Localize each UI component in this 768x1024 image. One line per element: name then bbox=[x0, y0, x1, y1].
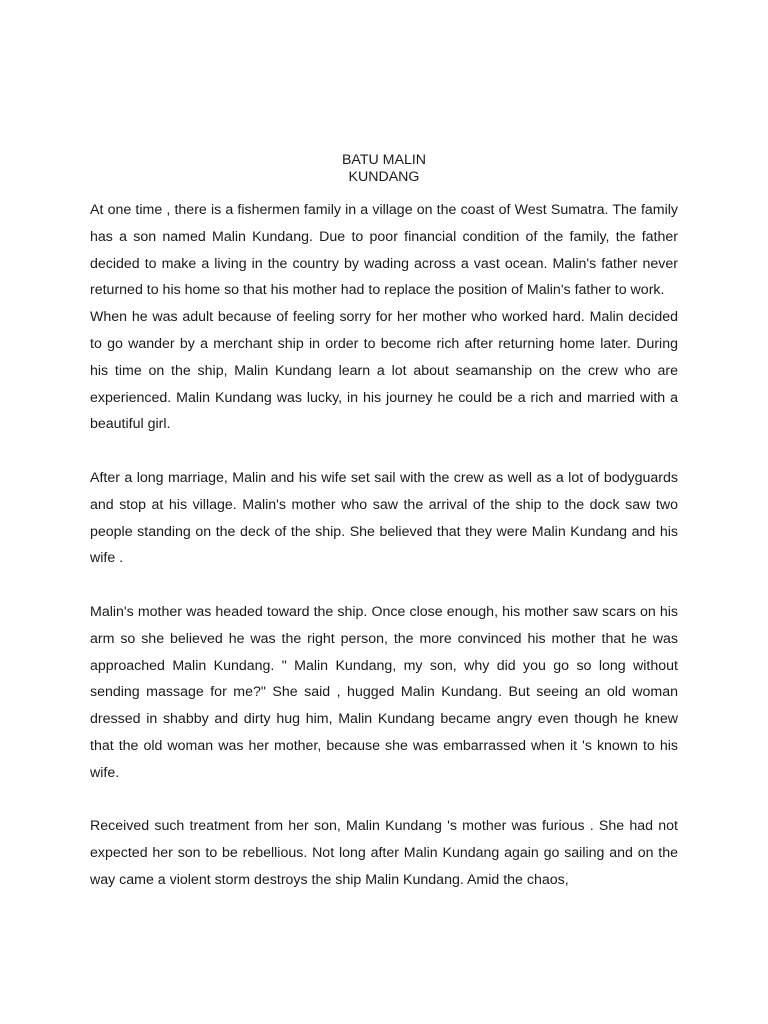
paragraph-2: When he was adult because of feeling sorry for her mother who worked hard. Malin decided to go wander by a merchant ship in order to become rich after returning home later. During his time on the ship, Malin Kundang learn a lot about seamanship on the crew who are experienced. Malin Kundang was lucky, in his journey he could be a rich and married with a beautiful girl. bbox=[90, 309, 678, 433]
paragraph-5: Received such treatment from her son, Malin Kundang 's mother was furious . She had not expected her son to be rebellious. Not long after Malin Kundang again go sailing and on the way came a violent storm destroys the ship Malin Kundang. Amid the chaos, bbox=[90, 818, 678, 888]
paragraph-1: At one time , there is a fishermen family in a village on the coast of West Sumatra. The family has a son named Malin Kundang. Due to poor financial condition of the family, the father decided to make a living in the country by wading across a vast ocean. Malin's father never returned to his home so that his mother had to replace the position of Malin's father to work. bbox=[90, 202, 678, 299]
paragraph-spacer bbox=[90, 572, 678, 599]
paragraph-spacer bbox=[90, 438, 678, 465]
paragraph-spacer bbox=[90, 787, 678, 814]
title-line-1: BATU MALIN bbox=[341, 152, 427, 168]
title-line-2: KUNDANG bbox=[348, 169, 420, 185]
paragraph-4: Malin's mother was headed toward the ship. Once close enough, his mother saw scars on his arm so she believed he was the right person, the more convinced his mother that he was approached Malin Kundang. " Malin Kundang, my son, why did you go so long without sending massage for me?" She said , hugged Malin Kundang. But seeing an old woman dressed in shabby and dirty hug him, Malin Kundang became angry even though he knew that the old woman was her mother, because she was embarrassed when it 's known to his wife. bbox=[90, 603, 678, 781]
document-page bbox=[90, 152, 678, 894]
document-title bbox=[90, 152, 678, 186]
paragraph-3: After a long marriage, Malin and his wife set sail with the crew as well as a lot of bodyguards and stop at his village. Malin's mother who saw the arrival of the ship to the dock saw two people standing on the deck of the ship. She believed that they were Malin Kundang and his wife . bbox=[90, 469, 678, 567]
